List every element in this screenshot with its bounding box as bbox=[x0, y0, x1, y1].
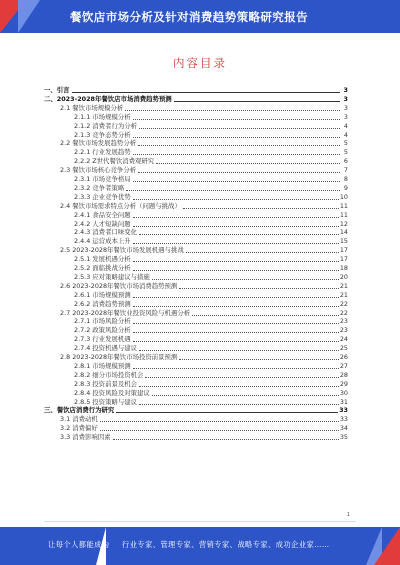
toc-entry[interactable] bbox=[74, 113, 348, 122]
toc-leader-dots bbox=[133, 260, 339, 262]
toc-entry-page: 15 bbox=[339, 237, 348, 246]
toc-leader-dots bbox=[139, 385, 339, 387]
toc-entry-label: 2.6 2023-2028年餐饮市场消费趋势预测 bbox=[60, 281, 178, 290]
toc-leader-dots bbox=[139, 127, 340, 129]
toc-entry[interactable] bbox=[74, 264, 348, 273]
toc-entry-label: 3.2 消费偏好 bbox=[60, 424, 98, 433]
toc-entry[interactable] bbox=[60, 415, 348, 424]
toc-entry-label: 2.3.1 市场竞争格局 bbox=[74, 175, 131, 183]
toc-entry[interactable] bbox=[60, 166, 348, 175]
toc-entry-label: 2.8.5 投资策略与建议 bbox=[74, 397, 138, 406]
footer-red-wedge bbox=[374, 527, 400, 565]
toc-entry-label: 二、2023-2028年餐饮店市场消费趋势预测 bbox=[44, 94, 172, 103]
toc-entry-page: 3 bbox=[343, 94, 348, 103]
toc-entry[interactable] bbox=[74, 193, 348, 202]
toc-entry-page: 3 bbox=[343, 103, 348, 112]
toc-leader-dots bbox=[156, 162, 340, 164]
toc-leader-dots bbox=[113, 438, 339, 440]
toc-entry-label: 2.1.1 市场规模分析 bbox=[74, 112, 131, 121]
toc-entry[interactable] bbox=[44, 95, 348, 104]
page-number: 1 bbox=[346, 512, 350, 518]
toc-entry[interactable] bbox=[74, 211, 348, 220]
toc-entry-label: 2.4 餐饮市场需求特点分析（问题与挑战） bbox=[60, 201, 181, 210]
toc-entry-label: 3.3 消费影响因素 bbox=[60, 433, 111, 442]
toc-entry[interactable] bbox=[74, 175, 348, 184]
toc-entry-label: 2.7.4 投资机遇与建议 bbox=[74, 344, 138, 353]
toc-entry[interactable] bbox=[74, 398, 348, 407]
toc-entry-label: 2.1.3 竞争态势分析 bbox=[74, 130, 131, 139]
toc-entry-label: 2.2 餐饮市场发展趋势分析 bbox=[60, 139, 137, 148]
toc-entry-page: 8 bbox=[343, 175, 348, 183]
toc-entry-label: 2.3 餐饮市场核心竞争分析 bbox=[60, 166, 137, 175]
toc-entry-page: 23 bbox=[339, 317, 348, 326]
footer-banner bbox=[0, 527, 400, 565]
toc-leader-dots bbox=[179, 287, 339, 289]
toc-entry-page: 35 bbox=[339, 433, 348, 442]
toc-entry-page: 31 bbox=[339, 397, 348, 406]
toc-entry-page: 33 bbox=[339, 406, 348, 415]
toc-entry-page: 22 bbox=[339, 308, 348, 317]
toc-entry-label: 2.4.3 消费者口味变化 bbox=[74, 228, 138, 237]
toc-entry-label: 2.3.2 竞争者策略 bbox=[74, 183, 125, 192]
toc-entry-page: 17 bbox=[339, 246, 348, 255]
toc-leader-dots bbox=[139, 233, 339, 235]
toc-entry-label: 2.4.1 食品安全问题 bbox=[74, 210, 131, 219]
toc-leader-dots bbox=[133, 136, 340, 138]
toc-entry-page: 23 bbox=[339, 326, 348, 335]
toc-entry[interactable] bbox=[60, 246, 348, 255]
toc-leader-dots bbox=[133, 118, 340, 120]
toc-entry-label: 2.2.2 Z世代餐饮消费观研究 bbox=[74, 157, 155, 166]
toc-entry[interactable] bbox=[74, 273, 348, 282]
toc-entry-label: 2.8.1 市场规模预测 bbox=[74, 361, 131, 370]
toc-leader-dots bbox=[133, 153, 340, 155]
toc-entry[interactable] bbox=[74, 148, 348, 157]
toc-leader-dots bbox=[133, 322, 339, 324]
footer-slogan-left: 让每个人都能成为 bbox=[48, 540, 110, 549]
toc-entry[interactable] bbox=[74, 371, 348, 380]
toc-entry[interactable] bbox=[60, 104, 348, 113]
toc-entry-page: 4 bbox=[343, 130, 348, 139]
toc-leader-dots bbox=[186, 251, 339, 253]
toc-entry-page: 21 bbox=[339, 281, 348, 290]
toc-entry-label: 2.1.2 消费者行为分析 bbox=[74, 121, 138, 130]
toc-entry-page: 33 bbox=[339, 415, 348, 424]
toc-entry-page: 3 bbox=[343, 86, 348, 94]
toc-entry[interactable] bbox=[74, 122, 348, 131]
toc-entry-label: 2.6.1 市场规模预测 bbox=[74, 290, 131, 299]
toc-entry[interactable] bbox=[60, 202, 348, 211]
toc-entry-label: 2.5 2023-2028年餐饮市场发展机遇与挑战 bbox=[60, 246, 184, 255]
toc-leader-dots bbox=[139, 349, 339, 351]
toc-entry-label: 2.5.2 面临挑战分析 bbox=[74, 264, 131, 272]
toc-leader-dots bbox=[183, 207, 339, 209]
toc-entry[interactable] bbox=[74, 255, 348, 264]
toc-leader-dots bbox=[152, 278, 339, 280]
toc-leader-dots bbox=[133, 305, 339, 307]
header-banner bbox=[0, 0, 400, 33]
toc-entry[interactable] bbox=[74, 291, 348, 300]
toc-entry[interactable] bbox=[74, 335, 348, 344]
toc-entry-label: 2.4.4 运营成本上升 bbox=[74, 237, 131, 246]
toc-entry-label: 2.3.3 企业竞争优势 bbox=[74, 192, 131, 201]
toc-entry-label: 2.8.4 投资风险及对策建议 bbox=[74, 388, 150, 397]
toc-entry-page: 12 bbox=[339, 219, 348, 228]
toc-entry[interactable] bbox=[74, 344, 348, 353]
toc-entry-page: 27 bbox=[339, 361, 348, 370]
toc-entry-page: 30 bbox=[339, 388, 348, 397]
toc-entry-label: 2.8 2023-2028年餐饮市场投资前景预测 bbox=[60, 353, 178, 361]
toc-entry-page: 25 bbox=[339, 344, 348, 353]
toc-leader-dots bbox=[133, 367, 339, 369]
toc-entry-label: 2.6.2 消费趋势预测 bbox=[74, 299, 131, 308]
toc-entry-page: 34 bbox=[339, 424, 348, 433]
toc-entry-label: 2.8.3 投资前景及机会 bbox=[74, 379, 138, 388]
toc-entry-page: 11 bbox=[339, 201, 348, 210]
toc-entry-page: 18 bbox=[339, 264, 348, 272]
toc-leader-dots bbox=[133, 180, 340, 182]
toc-leader-dots bbox=[192, 314, 339, 316]
toc-entry[interactable] bbox=[60, 433, 348, 442]
toc-leader-dots bbox=[125, 109, 340, 111]
toc-entry-page: 3 bbox=[343, 112, 348, 121]
toc-leader-dots bbox=[72, 91, 340, 93]
toc-entry-label: 2.7.2 政策风险分析 bbox=[74, 326, 131, 335]
toc-leader-dots bbox=[133, 331, 339, 333]
toc-entry-page: 20 bbox=[339, 272, 348, 281]
toc-entry-page: 5 bbox=[343, 139, 348, 148]
toc-entry-label: 2.4.2 人才短缺问题 bbox=[74, 219, 131, 228]
toc-leader-dots bbox=[152, 394, 339, 396]
toc-entry-label: 2.2.1 行业发展趋势 bbox=[74, 148, 131, 157]
toc-entry-page: 26 bbox=[339, 353, 348, 361]
toc-entry[interactable] bbox=[60, 424, 348, 433]
toc-entry[interactable] bbox=[74, 300, 348, 309]
toc-entry-page: 4 bbox=[343, 121, 348, 130]
toc-entry-page: 10 bbox=[339, 192, 348, 201]
toc-entry-label: 3.1 消费动机 bbox=[60, 415, 98, 424]
toc-leader-dots bbox=[116, 411, 338, 413]
toc-entry-label: 2.1 餐饮市场规模分析 bbox=[60, 103, 124, 112]
toc-leader-dots bbox=[138, 144, 340, 146]
toc-entry-page: 22 bbox=[339, 299, 348, 308]
toc-entry-label: 2.7.3 行业发展机遇 bbox=[74, 335, 131, 344]
toc-entry-page: 28 bbox=[339, 370, 348, 379]
toc-entry-label: 一、引言 bbox=[44, 86, 70, 94]
toc-entry[interactable] bbox=[74, 389, 348, 398]
toc-leader-dots bbox=[174, 100, 340, 102]
toc-leader-dots bbox=[138, 171, 340, 173]
header-light-wedge bbox=[18, 0, 40, 33]
toc-entry-label: 2.5.3 应对策略建议与措施 bbox=[74, 272, 150, 281]
toc-entry[interactable] bbox=[74, 326, 348, 335]
toc-entry[interactable] bbox=[60, 282, 348, 291]
toc-leader-dots bbox=[133, 269, 339, 271]
toc-entry-page: 14 bbox=[339, 228, 348, 237]
footer-slogan-right: 行业专家、管理专家、营销专家、战略专家、成功企业家…… bbox=[122, 540, 330, 549]
toc-entry[interactable] bbox=[74, 184, 348, 193]
toc-entry[interactable] bbox=[60, 353, 348, 362]
toc-title: 内容目录 bbox=[173, 56, 227, 70]
toc-entry-page: 17 bbox=[339, 255, 348, 264]
footer-divider bbox=[44, 521, 356, 522]
toc-leader-dots bbox=[133, 242, 339, 244]
toc-entry-label: 2.7.1 市场风险分析 bbox=[74, 317, 131, 326]
toc-leader-dots bbox=[100, 429, 339, 431]
toc-entry-label: 三、餐饮店消费行为研究 bbox=[44, 406, 115, 415]
toc-entry-page: 9 bbox=[343, 183, 348, 192]
toc-entry[interactable] bbox=[74, 362, 348, 371]
toc-entry-label: 2.5.1 发展机遇分析 bbox=[74, 255, 131, 264]
toc-leader-dots bbox=[139, 403, 339, 405]
toc-leader-dots bbox=[133, 216, 339, 218]
toc-leader-dots bbox=[126, 189, 340, 191]
toc-entry[interactable] bbox=[74, 380, 348, 389]
toc-leader-dots bbox=[179, 358, 339, 360]
toc-leader-dots bbox=[133, 296, 339, 298]
toc-entry-page: 21 bbox=[339, 290, 348, 299]
toc-entry-page: 11 bbox=[339, 210, 348, 219]
toc-entry-page: 24 bbox=[339, 335, 348, 344]
toc-entry-label: 2.7 2023-2028年餐饮业投资风险与机遇分析 bbox=[60, 308, 191, 317]
toc-entry[interactable] bbox=[74, 237, 348, 246]
report-title: 餐饮店市场分析及针对消费趋势策略研究报告 bbox=[70, 10, 308, 24]
toc-entry[interactable] bbox=[74, 157, 348, 166]
toc-entry[interactable] bbox=[44, 86, 348, 95]
toc-entry-page: 29 bbox=[339, 379, 348, 388]
toc-entry-page: 5 bbox=[343, 148, 348, 157]
toc-leader-dots bbox=[133, 198, 339, 200]
toc-leader-dots bbox=[133, 340, 339, 342]
toc-entry-page: 7 bbox=[343, 166, 348, 175]
toc-leader-dots bbox=[145, 376, 338, 378]
toc-entry-page: 6 bbox=[343, 157, 348, 166]
toc-entry-label: 2.8.2 细分市场投资机会 bbox=[74, 370, 144, 379]
toc-leader-dots bbox=[133, 225, 339, 227]
toc-leader-dots bbox=[100, 420, 339, 422]
